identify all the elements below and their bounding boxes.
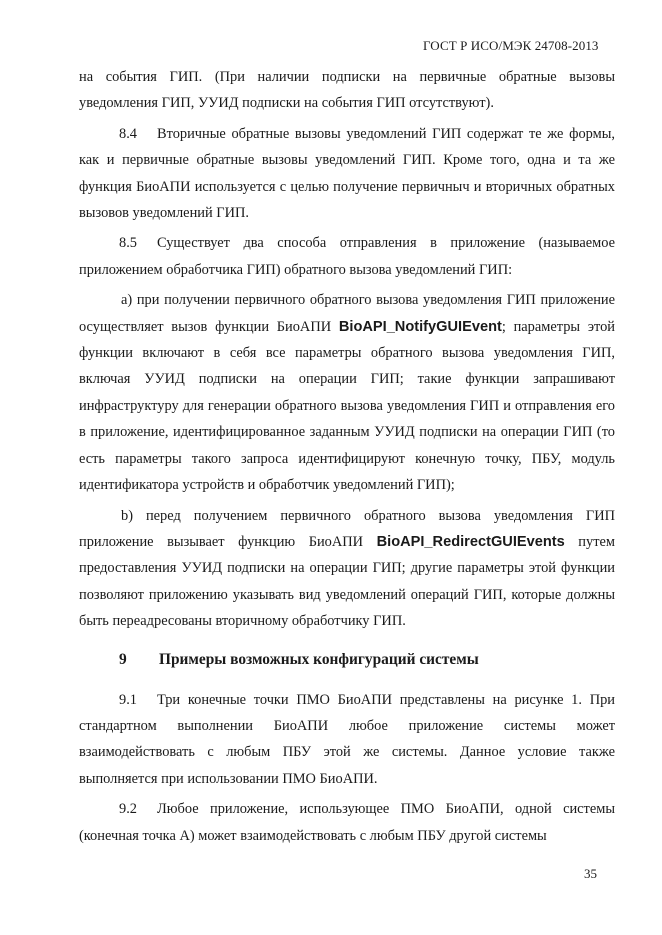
paragraph-text: Существует два способа отправления в приложение (называемое приложением обработчика ГИП) обратного вызова уведомлений ГИП: (79, 235, 615, 278)
item-text-after: ; параметры этой функции включают в себя все параметры обратного вызова уведомления ГИП, включая УУИД подписки на операции ГИП; такие функции запрашивают инфраструктуру для генерации обратного вызова уведомления ГИП и отправления его в приложение, идентифицированное заданным УУИД подписки на операции ГИП (то есть параметры такого запроса идентифицируют конечную точку, ПБУ, модуль идентификатора устройств и обработчик уведомлений ГИП); (79, 318, 615, 494)
paragraph-text: Три конечные точки ПМО БиоАПИ представлены на рисунке 1. При стандартном выполнении БиоАПИ любое приложение системы может взаимодействовать с любым ПБУ этой же системы. Данное условие также выполняется при использовании ПМО БиоАПИ. (79, 691, 615, 787)
paragraph-number: 8.4 (119, 125, 137, 142)
function-name: BioAPI_RedirectGUIEvents (376, 533, 565, 550)
paragraph-number: 9.1 (119, 691, 137, 708)
item-text-before: а) при получении первичного обратного вызова уведомления ГИП приложение осуществляет вызов функции БиоАПИ (79, 292, 615, 335)
section-heading-9 (79, 647, 615, 673)
continuation-paragraph: на события ГИП. (При наличии подписки на первичные обратные вызовы уведомления ГИП, УУИД подписки на события ГИП отсутствуют). (79, 69, 615, 112)
section-title: Примеры возможных конфигураций системы (159, 650, 479, 668)
page-number: 35 (584, 866, 597, 881)
section-number: 9 (119, 650, 127, 668)
paragraph-8-5 (79, 230, 615, 283)
standard-header: ГОСТ Р ИСО/МЭК 24708-2013 (423, 38, 599, 53)
document-body (79, 64, 615, 849)
paragraph-8-4 (79, 121, 615, 227)
paragraph-9-2 (79, 796, 615, 849)
paragraph-text: Вторичные обратные вызовы уведомлений ГИП содержат те же формы, как и первичные обратные вызовы уведомлений ГИП. Кроме того, одна и та же функция БиоАПИ используется с целью получение первичныч и вторичных обратных вызовов уведомлений ГИП. (79, 125, 615, 222)
item-text-after: путем предоставления УУИД подписки на операции ГИП; другие параметры этой функции позволяют приложению указывать вид уведомлений операций ГИП, которые должны быть переадресованы вторичному обработчику ГИП. (79, 533, 615, 630)
paragraph-9-1 (79, 687, 615, 793)
item-text-before: b) перед получением первичного обратного вызова уведомления ГИП приложение вызывает функцию БиоАПИ (79, 507, 615, 550)
paragraph-number: 9.2 (119, 801, 137, 818)
list-item-b (79, 503, 615, 635)
function-name: BioAPI_NotifyGUIEvent (338, 318, 502, 335)
list-item-a (79, 287, 615, 498)
paragraph-text: Любое приложение, использующее ПМО БиоАПИ, одной системы (конечная точка А) может взаимодействовать с любым ПБУ другой системы (79, 801, 615, 844)
paragraph-number: 8.5 (119, 235, 137, 252)
